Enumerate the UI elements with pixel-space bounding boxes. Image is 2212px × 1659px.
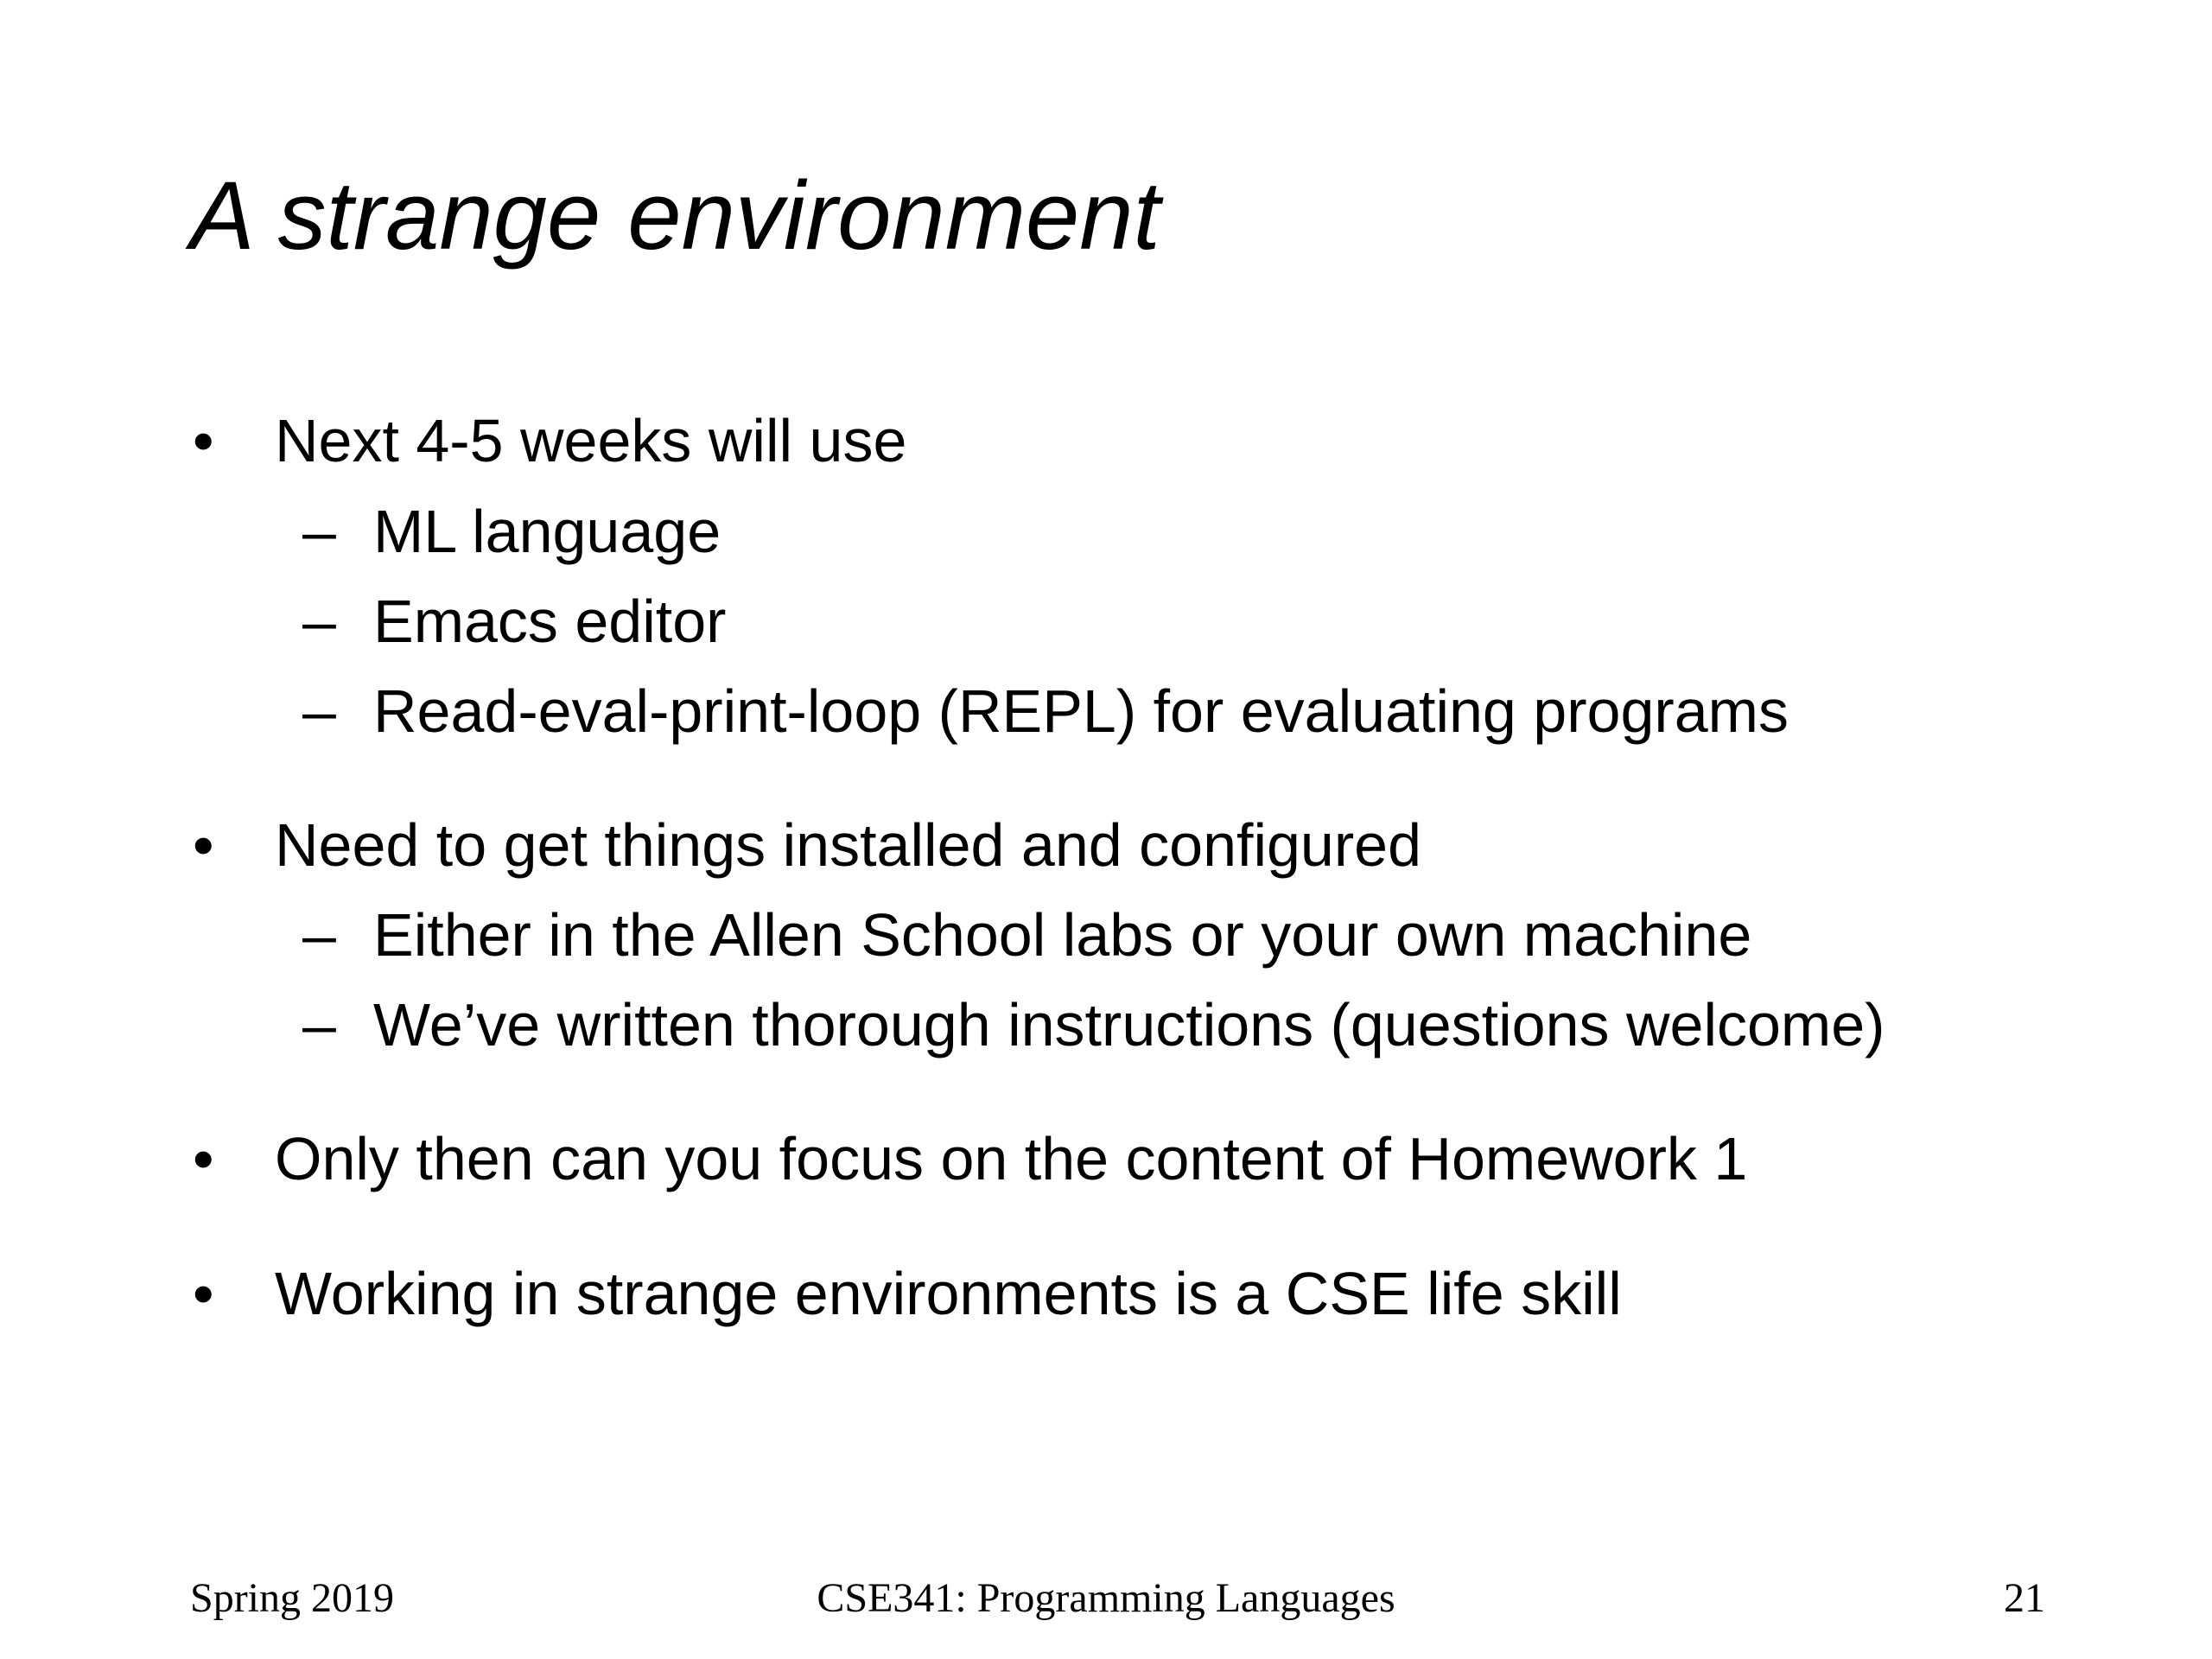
dash-mark: – (302, 677, 336, 745)
sub-text: Either in the Allen School labs or your own machine (373, 901, 1752, 969)
bullet-text: Need to get things installed and configured (275, 811, 1422, 879)
dash-mark: – (302, 588, 336, 655)
bullet-item (193, 1259, 1622, 1328)
bullet-mark: • (193, 407, 214, 474)
footer-page-number: 21 (2004, 1575, 2045, 1621)
sub-item (302, 497, 721, 566)
sub-item (302, 990, 1885, 1059)
bullet-mark: • (193, 1125, 214, 1192)
dash-mark: – (302, 901, 336, 969)
sub-text: We’ve written thorough instructions (questions welcome) (373, 991, 1885, 1058)
bullet-item (193, 406, 907, 475)
bullet-mark: • (193, 811, 214, 879)
bullet-item (193, 1124, 1748, 1193)
dash-mark: – (302, 991, 336, 1058)
sub-text: Read-eval-print-loop (REPL) for evaluating programs (373, 677, 1789, 745)
footer-course: CSE341: Programming Languages (817, 1575, 1395, 1621)
bullet-text: Working in strange environments is a CSE life skill (275, 1260, 1622, 1327)
bullet-item (193, 810, 1422, 880)
bullet-text: Next 4-5 weeks will use (275, 407, 907, 474)
sub-item (302, 587, 727, 656)
dash-mark: – (302, 498, 336, 565)
footer-term: Spring 2019 (190, 1575, 395, 1621)
sub-item (302, 900, 1752, 969)
slide-title: A strange environment (190, 162, 1160, 270)
sub-text: ML language (373, 498, 721, 565)
bullet-mark: • (193, 1260, 214, 1327)
sub-item (302, 677, 1789, 746)
sub-text: Emacs editor (373, 588, 727, 655)
bullet-text: Only then can you focus on the content of Homework 1 (275, 1125, 1748, 1192)
